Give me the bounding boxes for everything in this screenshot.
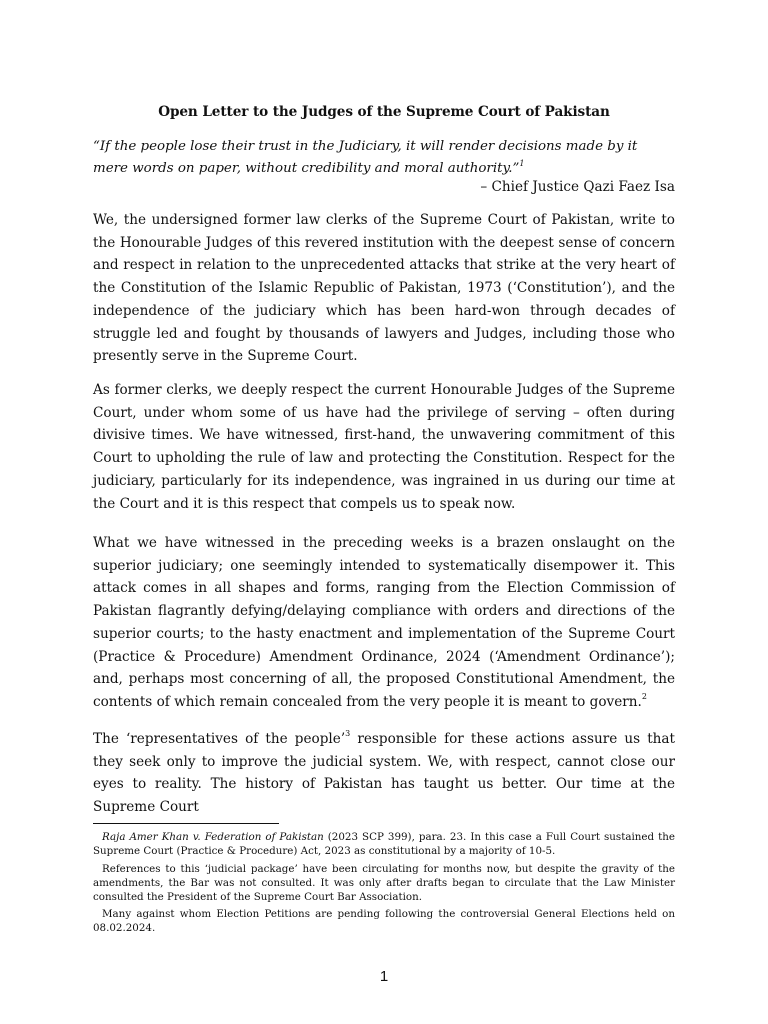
footnote-ref-2[interactable]: 2 [641,692,647,702]
paragraph-2: As former clerks, we deeply respect the current Honourable Judges of the Supreme Court, under whom some of us have had the privilege of serving – often during divisive times. We have witnessed, first-hand, the unwavering commitment of this Court to upholding the rule of law and protecting the Constitution. Respect for the judiciary, particularly for its independence, was ingrained in us during our time at the Court and it is this respect that compels us to speak now. [93,382,675,512]
epigraph-attribution: – Chief Justice Qazi Faez Isa [480,179,675,195]
footnote-divider [93,823,279,824]
footnote-ref-3[interactable]: 3 [345,729,351,739]
paragraph-4-text-a: The ‘representatives of the people’ [93,731,346,747]
footnote-ref-1[interactable]: 1 [519,158,525,168]
paragraph-3 [93,532,675,714]
footnote-1-case-name: Raja Amer Khan v. Federation of Pakistan [102,831,324,843]
epigraph-quote-block [93,136,675,180]
footnote-1 [93,830,675,858]
paragraph-1: We, the undersigned former law clerks of the Supreme Court of Pakistan, write to the Honourable Judges of this revered institution with the deepest sense of concern and respect in relation to the unprecedented attacks that strike at the very heart of the Constitution of the Islamic Republic of Pakistan, 1973 (‘Constitution’), and the independence of the judiciary which has been hard-won through decades of struggle led and fought by thousands of lawyers and Judges, including those who presently serve in the Supreme Court. [93,212,675,365]
paragraph-4-text-b: responsible for these actions assure us that they seek only to improve the judicial system. We, with respect, cannot close our eyes to reality. The history of Pakistan has taught us better. Our time at the Supreme Court [93,731,676,816]
paragraph-4 [93,728,675,819]
document-page [93,0,675,1024]
epigraph-quote: “If the people lose their trust in the Judiciary, it will render decisions made by it mere words on paper, without credibility and moral authority.” [93,139,638,176]
document-title: Open Letter to the Judges of the Supreme Court of Pakistan [158,104,610,120]
paragraph-3-text: What we have witnessed in the preceding weeks is a brazen onslaught on the superior judiciary; one seemingly intended to systematically disempower it. This attack comes in all shapes and forms, ranging from the Election Commission of Pakistan flagrantly defying/delaying compliance with orders and directions of the superior courts; to the hasty enactment and implementation of the Supreme Court (Practice & Procedure) Amendment Ordinance, 2024 (‘Amendment Ordinance’); and, perhaps most concerning of all, the proposed Constitutional Amendment, the contents of which remain concealed from the very people it is meant to govern. [93,535,675,710]
footnote-2: References to this ‘judicial package’ have been circulating for months now, but despite the gravity of the amendments, the Bar was not consulted. It was only after drafts began to circulate that the Law Minister consulted the President of the Supreme Court Bar Association. [93,863,675,903]
page-number: 1 [379,968,389,985]
epigraph [93,136,675,180]
footnote-1-text: (2023 SCP 399), para. 23. In this case a Full Court sustained the Supreme Court (Practice & Procedure) Act, 2023 as constitutional by a majority of 10-5. [93,831,675,857]
footnote-3: Many against whom Election Petitions are pending following the controversial General Elections held on 08.02.2024. [93,908,675,934]
